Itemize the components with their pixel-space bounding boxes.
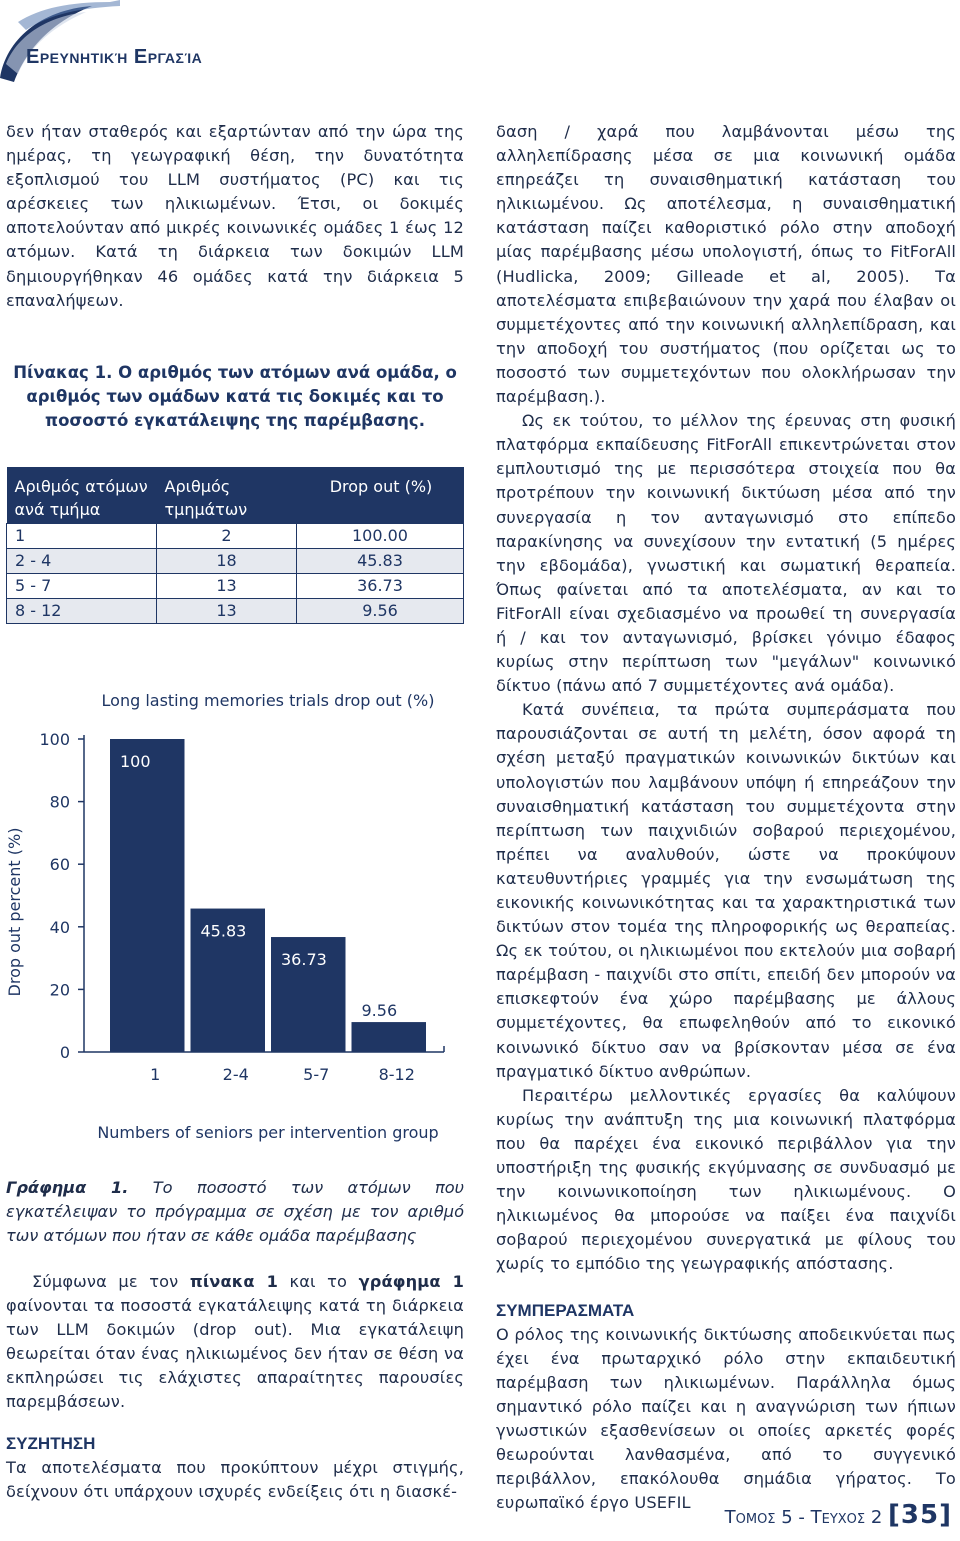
chart-bar <box>352 1022 427 1052</box>
results-text: Σύμφωνα με τον <box>32 1271 190 1291</box>
chart-data-label: 45.83 <box>200 921 247 941</box>
results-table-ref: πίνακα 1 <box>189 1271 279 1291</box>
chart-x-tick-label: 2-4 <box>222 1064 249 1084</box>
table-cell: 13 <box>157 598 297 623</box>
intro-paragraph: δεν ήταν σταθερός και εξαρτώνταν από την ώρα της ημέρας, τη γεωγραφική θέση, την δυνατότητα εξοπλισμού του LLM συστήματος (PC) και τις αρέσκειες των ηλικιωμένων. Έτσι, οι δοκιμές αποτελούνταν από μικρές κοινωνικές ομάδες 1 έως 12 ατόμων. Κατά τη διάρκεια των δοκιμών LLM δημιουργήθηκαν 46 ομάδες κατά την διάρκεια 5 επαναλήψεων. <box>6 122 464 310</box>
chart-bars <box>110 739 426 1052</box>
results-text: και το <box>278 1271 359 1291</box>
results-text: φαίνονται τα ποσοστά εγκατάλειψης κατά τη διάρκεια των LLM δοκιμών (drop out). Μια εγκατάλειψη θεωρείται όταν ένας ηλικιωμένος δεν ήταν σε θέση να εκπληρώσει τις ελάχιστες απαραίτητες παρουσίες παρεμβάσεων. <box>6 1295 464 1412</box>
table-cell: 1 <box>7 523 157 548</box>
dropout-bar-chart <box>6 644 464 1164</box>
table-header-cell: Αριθμός ατόμων ανά τμήμα <box>7 467 157 524</box>
chart-x-axis-label: Numbers of seniors per intervention group <box>97 1122 439 1142</box>
chart-data-label: 9.56 <box>361 1000 398 1020</box>
table-cell: 2 - 4 <box>7 548 157 573</box>
table-header-cell: Drop out (%) <box>297 467 464 524</box>
results-chart-ref: γράφημα 1 <box>358 1271 465 1291</box>
figure-caption-text: Το ποσοστό των ατόμων που εγκατέλειψαν το πρόγραμμα σε σχέση με τον αριθμό των ατόμων που ήταν σε κάθε ομάδα παρέμβασης <box>6 1177 464 1245</box>
table-row <box>7 548 464 573</box>
table-row <box>7 523 464 548</box>
table-header-row <box>7 467 464 524</box>
results-paragraph <box>6 1270 464 1415</box>
table-cell: 36.73 <box>297 573 464 598</box>
table-cell: 45.83 <box>297 548 464 573</box>
conclusions-heading: ΣΥΜΠΕΡΑΣΜΑΤΑ <box>496 1300 635 1320</box>
chart-y-tick-label: 0 <box>59 1042 70 1062</box>
right-paragraph-1: δαση / χαρά που λαμβάνονται μέσω της αλληλεπίδρασης μέσα σε μια κοινωνική ομάδα επηρεάζει τη συναισθηματική κατάσταση του ηλικιωμένου. Ως αποτέλεσμα, η συναισθηματική κατάσταση παίζει καθοριστικό ρόλο στην αποδοχή μίας παρέμβασης μέσω υπολογιστή, όπως το FitForAll (Hudlicka, 2009; Gilleade et al, 2005). Τα αποτελέσματα επιβεβαιώνουν την χαρά που έλαβαν οι συμμετέχοντες από την κοινωνική αλληλεπίδραση, και την αποδοχή του συστήματος (που ορίζεται ως το ποσοστό των συμμετεχόντων που ολοκλήρωσαν την παρέμβαση.). <box>496 122 956 407</box>
table-caption <box>6 361 464 433</box>
figure-caption-label: Γράφημα 1. <box>6 1177 129 1197</box>
conclusions-paragraph: Ο ρόλος της κοινωνικής δικτύωσης αποδεικνύεται πως έχει ένα πρωταρχικό ρόλο στην εκπαιδευτική παρέμβαση των ηλικιωμένων. Παράλληλα όμως σημαντικό ρόλο παίζει και η αναγνώριση των ήπιων γνωστικών εξασθενίσεων οι οποίες αρκετές φορές θεωρούνται λανθασμένα, από το συγγενικό περιβάλλον, επακόλουθα σημάδια γήρατος. Το ευρωπαϊκό έργο USEFIL <box>496 1324 956 1513</box>
header-swoosh-logo <box>0 0 120 90</box>
chart-x-tick-label: 8-12 <box>378 1064 415 1084</box>
chart-x-tick-label: 5-7 <box>303 1064 330 1084</box>
page-footer <box>725 1500 952 1530</box>
table-cell: 18 <box>157 548 297 573</box>
discussion-paragraph: Τα αποτελέσματα που προκύπτουν μέχρι στιγμής, δείχνουν ότι υπάρχουν ισχυρές ενδείξεις ότι η διασκέ- <box>6 1458 464 1502</box>
right-paragraph-3: Κατά συνέπεια, τα πρώτα συμπεράσματα που παρουσιάζονται σε αυτή τη μελέτη, όσον αφορά τη σχέση μεταξύ πραγματικών κοινωνικών δικτύων και υπολογιστών που λαμβάνουν υπόψη ή επηρεάζουν την συναισθηματική κατάσταση του συμμετέχοντα στην περίπτωση των παιχνιδιών σοβαρού περιεχομένου, πρέπει να αναλυθούν, ώστε να προκύψουν κατευθυντήριες γραμμές για την ενσωμάτωση της εικονικής κοινωνικότητας και τα χαρακτηριστικά των δικτύων στον τομέα της πληροφορικής ως θεραπείας. Ως εκ τούτου, οι ηλικιωμένοι που εκτελούν μια σοβαρή παρέμβαση - παιχνίδι στο σπίτι, επειδή δεν μπορούν να επισκεφτούν ένα χώρο παρέμβασης με άλλους συμμετέχοντες, θα επωφεληθούν από το εικονικό κοινωνικό δίκτυο σαν να βρίσκονταν μέσα σε ένα πραγματικό δίκτυο ανθρώπων. <box>496 700 956 1081</box>
chart-title: Long lasting memories trials drop out (%) <box>101 690 435 710</box>
page-number: [35] <box>888 1500 952 1530</box>
chart-y-tick-label: 80 <box>49 792 70 812</box>
chart-y-tick-label: 60 <box>49 854 70 874</box>
chart-data-label: 36.73 <box>281 949 327 969</box>
chart-x-tick-label: 1 <box>150 1064 161 1084</box>
table-caption-label: Πίνακας 1. <box>13 362 113 382</box>
chart-y-tick-label: 100 <box>39 729 70 749</box>
right-paragraph-2: Ως εκ τούτου, το μέλλον της έρευνας στη φυσική πλατφόρμα εκπαίδευσης FitForAll επικεντρώνεται στον εμπλουτισμό της με περισσότερα στοιχεία που θα προτρέπουν την κοινωνική δικτύωση μέσα από την συνεργασία η τον ανταγωνισμό στο επίπεδο παρακίνησης να συνεχίσουν την εντατική (5 ημέρες την εβδομάδα), γνωστική και σωματική θεραπεία. Όπως φαίνεται από τα αποτελέσματα, αν και το FitForAll είναι σχεδιασμένο να προωθεί τη συνεργασία ή / και τον ανταγωνισμό, βρίσκει γόνιμο έδαφος κυρίως στην περίπτωση των "μεγάλων" κοινωνικό δίκτυο (πάνω από 7 συμμετέχοντες ανά ομάδα). <box>496 411 956 696</box>
table-cell: 5 - 7 <box>7 573 157 598</box>
table-header-cell: Αριθμός τμημάτων <box>157 467 297 524</box>
footer-volume: Τομος 5 - Τευχος 2 <box>724 1507 883 1528</box>
groups-table <box>6 467 464 624</box>
left-column <box>6 120 464 1505</box>
table-cell: 9.56 <box>297 598 464 623</box>
chart-y-axis-label: Drop out percent (%) <box>6 827 24 997</box>
discussion-heading: ΣΥΖΗΤΗΣΗ <box>6 1434 96 1454</box>
figure-caption <box>6 1176 464 1248</box>
table-row <box>7 598 464 623</box>
section-header-title: Ερευνητική Εργασία <box>26 46 203 68</box>
chart-y-tick-label: 40 <box>49 917 70 937</box>
chart-y-tick-label: 20 <box>49 980 70 1000</box>
table-cell: 13 <box>157 573 297 598</box>
chart-bar <box>110 739 185 1052</box>
table-cell: 8 - 12 <box>7 598 157 623</box>
table-cell: 2 <box>157 523 297 548</box>
right-paragraph-4: Περαιτέρω μελλοντικές εργασίες θα καλύψουν κυρίως την ανάπτυξη της μια κοινωνική πλατφόρμα που θα παρέχει ένα εικονικό περιβάλλον για την υποστήριξη της φυσικής εκγύμνασης σε συνδυασμό με την κοινωνικοποίηση των ηλικιωμένους. Ο ηλικιωμένος θα μπορούσε να παίξει ένα παιχνίδι σοβαρού περιεχομένου συνεργατικά με φίλους του χωρίς το εμπόδιο της γεωγραφικής απόστασης. <box>496 1085 956 1274</box>
table-caption-text: Ο αριθμός των ατόμων ανά ομάδα, ο αριθμός των ομάδων κατά τις δοκιμές και το ποσοστό εγκατάλειψης της παρέμβασης. <box>26 362 457 430</box>
chart-data-label: 100 <box>120 751 151 771</box>
table-row <box>7 573 464 598</box>
right-column <box>496 120 956 1515</box>
chart-svg <box>6 644 464 1164</box>
table-cell: 100.00 <box>297 523 464 548</box>
